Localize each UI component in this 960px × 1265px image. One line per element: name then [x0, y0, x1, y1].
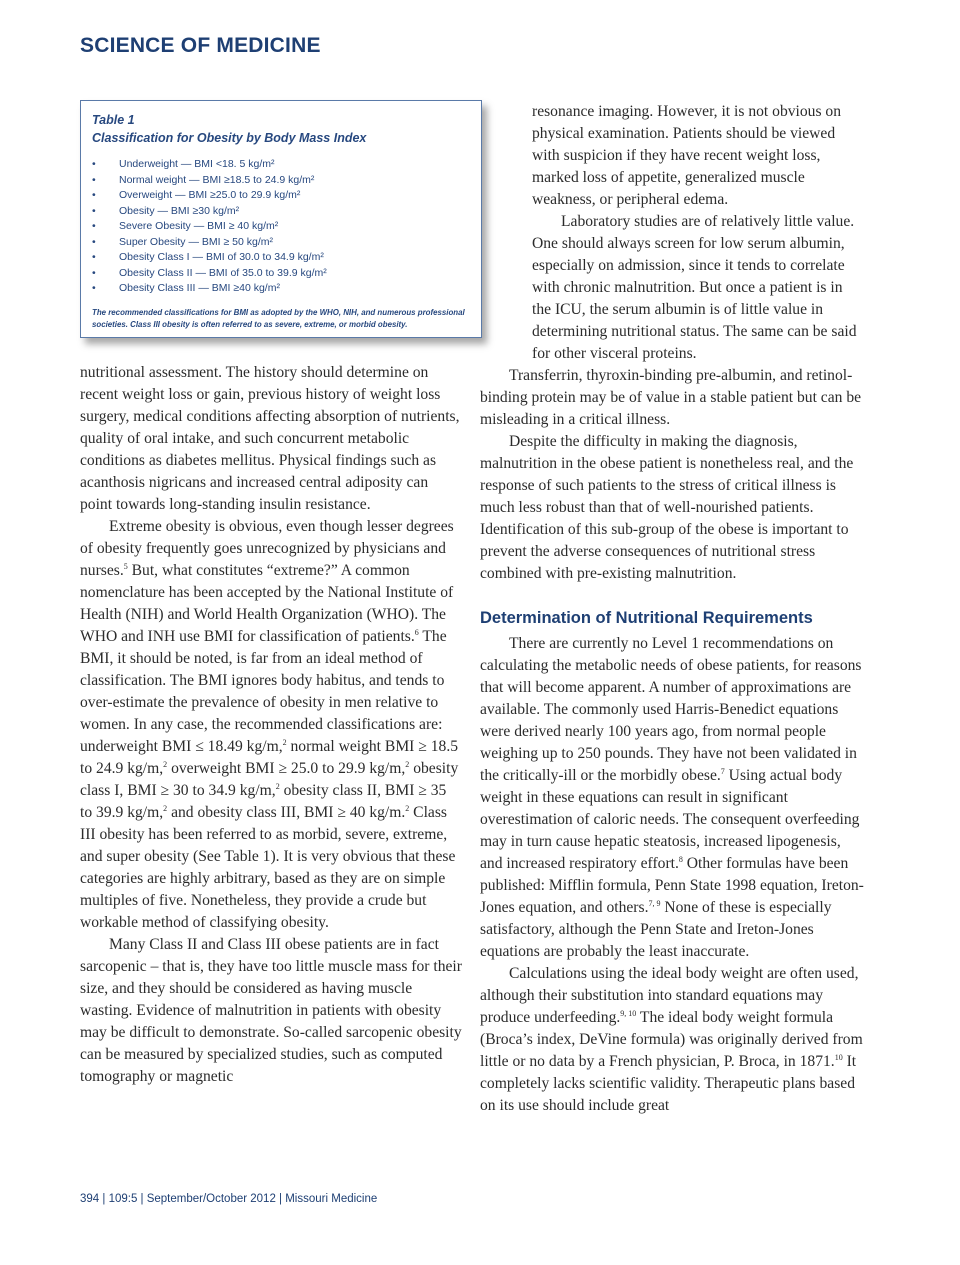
- paragraph: Laboratory studies are of relatively little value. One should always screen for low serum albumin, especially on admission, since it tends to correlate with chronic malnutrition. But once a patient is in the ICU, the serum albumin is of little value in determining nutritional status. The same can be said for other visceral proteins.: [532, 213, 857, 362]
- list-item: • Severe Obesity — BMI ≥ 40 kg/m²: [92, 219, 470, 235]
- paragraph: Calculations using the ideal body weight are often used, although their substitution into standard equations may produce underfeeding.$^{9, 10}$ The ideal body weight formula (Broca’s index, DeVine formula) was originally derived from little or no data by a French physician, P. Broca, in 1871.10 It completely lacks scientific validity. Therapeutic plans based on its use should include great: [480, 965, 863, 1114]
- paragraph: nutritional assessment. The history should determine on recent weight loss or gain, previous history of weight loss surgery, medical conditions affecting absorption of nutrients, quality of oral intake, and such concurrent metabolic conditions as diabetes mellitus. Physical findings such as acanthosis nigricans and increased central adiposity can point towards long-standing insulin resistance.: [80, 364, 460, 513]
- reference: 5: [123, 561, 128, 571]
- list-item: • Obesity Class I — BMI of 30.0 to 34.9 kg/m²: [92, 250, 470, 266]
- table-1-box: [80, 100, 482, 338]
- table-label: Table 1: [92, 113, 135, 127]
- list-item: • Obesity — BMI ≥30 kg/m²: [92, 204, 470, 220]
- table-note: The recommended classifications for BMI as adopted by the WHO, NIH, and numerous professional societies. Class III obesity is often referred to as severe, extreme, or morbid obesity.: [92, 307, 465, 329]
- reference: 7: [720, 766, 725, 776]
- reference: 10: [834, 1052, 843, 1062]
- right-column-bottom: [480, 365, 864, 1117]
- list-item: • Obesity Class II — BMI of 35.0 to 39.9 kg/m²: [92, 266, 470, 282]
- list-item: • Normal weight — BMI ≥18.5 to 24.9 kg/m²: [92, 173, 470, 189]
- left-column: [80, 362, 462, 1088]
- table-title: Classification for Obesity by Body Mass Index: [92, 131, 367, 145]
- paragraph: Many Class II and Class III obese patients are in fact sarcopenic – that is, they have too little muscle mass for their size, and they should be considered as having muscle wasting. Evidence of malnutrition in patients with obesity may be difficult to demonstrate. So-called sarcopenic obesity can be measured by specialized studies, such as computed tomography or magnetic: [80, 936, 462, 1085]
- paragraph: Despite the difficulty in making the diagnosis, malnutrition in the obese patient is nonetheless real, and the response of such patients to the stress of critical illness is much less robust than that of well-nourished patients. Identification of this sub-group of the obese is important to prevent the adverse consequences of nutritional stress combined with pre-existing malnutrition.: [480, 433, 854, 582]
- table-list: [92, 157, 470, 297]
- paragraph: There are currently no Level 1 recommendations on calculating the metabolic needs of obese patients, for reasons that will become apparent. A number of approximations are available. The commonly used Harris-Benedict equations were derived nearly 100 years ago, from normal people weighing up to 250 pounds. They have not been validated in the critically-ill or the morbidly obese.$^7$ Using actual body weight in these equations can result in significant overestimation of caloric needs. The consequent overfeeding may in turn cause hepatic steatosis, increased lipogenesis, and increased respiratory effort.$^8$ Other formulas have been published: Mifflin formula, Penn State 1998 equation, Ireton-Jones equation, and others.$^{7, 9}$ None of these is especially satisfactory, although the Penn State and Ireton-Jones equations are probably the least inaccurate.: [480, 635, 864, 960]
- list-item: • Super Obesity — BMI ≥ 50 kg/m²: [92, 235, 470, 251]
- paragraph: Extreme obesity is obvious, even though lesser degrees of obesity frequently goes unrecognized by physicians and nurses.$^5$ But, what constitutes “extreme?” A common nomenclature has been accepted by the National Institute of Health (NIH) and World Health Organization (WHO). The WHO and INH use BMI for classification of patients.$^6$ The BMI, it should be noted, is far from an ideal method of classification. The BMI ignores body habitus, and tends to over-estimate the prevalence of obesity in men relative to women. In any case, the recommended classifications are: underweight BMI ≤ 18.49 kg/m,$^2$ normal weight BMI ≥ 18.5 to 24.9 kg/m,$^2$ overweight BMI ≥ 25.0 to 29.9 kg/m,$^2$ obesity class I, BMI ≥ 30 to 34.9 kg/m,$^2$ obesity class II, BMI ≥ 35 to 39.9 kg/m,$^2$ and obesity class III, BMI ≥ 40 kg/m.$^2$ Class III obesity has been referred to as morbid, severe, extreme, and super obesity (See Table 1). It is very obvious that these categories are highly arbitrary, based as they are on simple multiples of five. Nonetheless, they provide a crude but workable method of classifying obesity.: [80, 518, 459, 931]
- reference: 7, 9: [648, 898, 661, 908]
- right-column-top: [532, 101, 862, 365]
- paragraph: Transferrin, thyroxin-binding pre-albumin, and retinol-binding protein may be of value in a stable patient but can be misleading in a critical illness.: [480, 367, 862, 428]
- paragraph: resonance imaging. However, it is not obvious on physical examination. Patients should be viewed with suspicion if they have recent weight loss, marked loss of appetite, generalized muscle weakness, or peripheral edema.: [532, 103, 842, 208]
- reference: 6: [414, 627, 419, 637]
- reference: 9, 10: [620, 1008, 637, 1018]
- page-footer: 394 | 109:5 | September/October 2012 | Missouri Medicine: [80, 1193, 378, 1205]
- list-item: • Obesity Class III — BMI ≥40 kg/m²: [92, 281, 470, 297]
- list-item: • Underweight — BMI <18. 5 kg/m²: [92, 157, 470, 173]
- reference: 8: [678, 854, 683, 864]
- section-title: SCIENCE OF MEDICINE: [80, 34, 321, 57]
- list-item: • Overweight — BMI ≥25.0 to 29.9 kg/m²: [92, 188, 470, 204]
- subsection-heading: Determination of Nutritional Requirements: [480, 609, 813, 627]
